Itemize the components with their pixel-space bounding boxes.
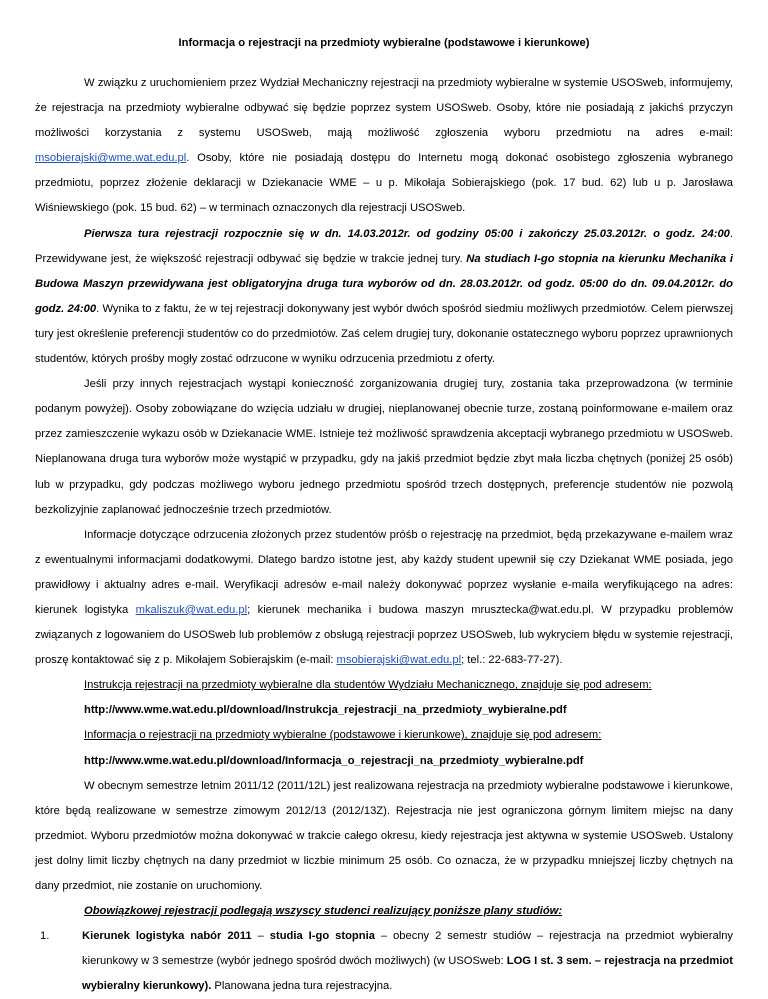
text: Kierunek logistyka nabór 2011 <box>82 930 252 943</box>
text: . Wynika to z faktu, że w tej rejestracji dokonywany jest wybór dwóch spośród siedmiu możliwych przedmiotów. Celem pierwszej tury jest określenie preferencji studentów co do przedmiotów. Zaś celem drugiej tury, dokonanie ostatecznego wyboru poprzez uprawnionych studentów, których prośby mogły zostać odrzucone w wyniku odrzucenia przedmiotu z oferty. <box>35 302 733 366</box>
text: ; kierunek mechanika i budowa maszyn mrusztecka@wat.edu.pl. W przypadku problemów związanych z logowaniem do USOSweb lub problemów z obsługą rejestracji poprzez USOSweb, lub wykryciem błędu w systemie rejestracji, proszę kontaktować się z p. Mikołajem Sobierajskim (e-mail: <box>35 603 733 667</box>
reference-instruction <box>84 673 733 723</box>
list-body <box>82 924 733 999</box>
text: ; tel.: 22-683-77-27). <box>461 654 563 667</box>
reference-information <box>84 723 733 773</box>
list-number: 1. <box>40 930 50 943</box>
text: . Przewidywane jest, że większość rejestracji odbywać się będzie w trakcie jednej tury. <box>35 227 733 265</box>
text: W związku z uruchomieniem przez Wydział Mechaniczny rejestracji na przedmioty wybieralne w systemie USOSweb, informujemy, że rejestracja na przedmioty wybieralne odbywać się będzie poprzez system USOSweb. Osoby, które nie posiadają z jakichś przyczyn możliwości korzystania z systemu USOSweb, mają możliwość zgłoszenia wyboru przedmiotu na adres e-mail: <box>35 77 733 140</box>
paragraph-usosweb-intro <box>35 71 733 222</box>
text: . Osoby, które nie posiadają dostępu do Internetu mogą dokonać osobistego zgłoszenia wybranego przedmiotu, poprzez złożenie deklaracji w Dziekanacie WME – u p. Mikołaja Sobierajskiego (pok. 17 bud. 62) lub u p. Jarosława Wiśniewskiego (pok. 15 bud. 62) – w terminach oznaczonych dla rejestracji USOSweb. <box>35 152 733 215</box>
text: – obecny 2 semestr studiów – rejestracja na przedmiot wybieralny kierunkowy w 3 semestrze (wybór jednego spośród dwóch możliwych) (w USOSweb: <box>82 930 734 968</box>
text: Informacje dotyczące odrzucenia złożonych przez studentów próśb o rejestrację na przedmiot, będą przekazywane e-mailem wraz z ewentualnymi informacjami dodatkowymi. Dlatego bardzo istotne jest, aby każdy student upewnił się czy Dziekanat WME posiada, jego prawidłowy i aktualny adres e-mail. Weryfikacji adresów e-mail należy dokonywać poprzez wysłanie e-maila weryfikującego na adres: kierunek logistyka <box>35 528 733 616</box>
paragraph-semester-info: W obecnym semestrze letnim 2011/12 (2011/12L) jest realizowana rejestracja na przedmioty wybieralne podstawowe i kierunkowe, które będą realizowane w semestrze zimowym 2012/13 (2012/13Z). Rejestracja nie jest ograniczona górnym limitem miejsc na dany przedmiot. Wyboru przedmiotów można dokonywać w trakcie całego okresu, kiedy rejestracja jest aktywna w systemie USOSweb. Ustalony jest dolny limit liczby chętnych na dany przedmiot w liczbie minimum 25 osób. Co oznacza, że w przypadku mniejszej liczby chętnych na dany przedmiot, nie zostanie on uruchomiony. <box>35 779 733 892</box>
reference-label: Informacja o rejestracji na przedmioty wybieralne (podstawowe i kierunkowe), znajduje się pod adresem: <box>84 729 602 742</box>
text: studia I-go stopnia <box>269 930 375 943</box>
email-link-mkaliszuk[interactable]: mkaliszuk@wat.edu.pl <box>135 603 248 616</box>
document-title: Informacja o rejestracji na przedmioty wybieralne (podstawowe i kierunkowe) <box>178 37 590 49</box>
reference-url[interactable]: http://www.wme.wat.edu.pl/download/Instrukcja_rejestracji_na_przedmioty_wybieralne.pdf <box>84 704 567 717</box>
paragraph-registration-rounds <box>35 222 733 373</box>
text: Planowana jedna tura rejestracyjna. <box>211 980 393 993</box>
paragraph-email-verification <box>35 523 733 674</box>
first-round-dates: Pierwsza tura rejestracji rozpocznie się w dn. 14.03.2012r. od godziny 05:00 i zakończy 25.03.2012r. o godz. 24:00 <box>84 227 730 240</box>
second-round-dates: Na studiach I-go stopnia na kierunku Mechanika i Budowa Maszyn przewidywana jest obligatoryjna druga tura wyborów od dn. 28.03.2012r. od godz. 05:00 do dn. 09.04.2012r. do godz. 24:00 <box>35 252 733 315</box>
email-link-msobierajski-wme[interactable]: msobierajski@wme.wat.edu.pl <box>35 152 187 165</box>
obligatory-heading-wrap <box>84 899 733 924</box>
obligatory-heading: Obowiązkowej rejestracji podlegają wszyscy studenci realizujący poniższe plany studiów: <box>84 905 563 918</box>
paragraph-second-round-info: Jeśli przy innych rejestracjach wystąpi konieczność zorganizowania drugiej tury, zostania taka przeprowadzona (w terminie podanym powyżej). Osoby zobowiązane do wzięcia udziału w drugiej, nieplanowanej obecnie turze, zostaną poinformowane e-mailem oraz przez zamieszczenie wykazu osób w Dziekanacie WME. Istnieje też możliwość sprawdzenia akceptacji wybranego przedmiotu w USOSweb. Nieplanowana druga tura wyborów może wystąpić w przypadku, gdy na jakiś przedmiot będzie zbyt mała liczba chętnych (poniżej 25 osób) lub w przypadku, gdy podczas możliwego wyboru jednego przedmiotu spośród trzech dostępnych, preferencje studentów nie pozwolą bezkolizyjnie zaplanować jednocześnie trzech przedmiotów. <box>35 378 733 516</box>
list-item <box>35 924 733 999</box>
text: LOG I st. 3 sem. – rejestracja na przedmiot wybieralny kierunkowy). <box>82 955 733 993</box>
reference-url[interactable]: http://www.wme.wat.edu.pl/download/Informacja_o_rejestracji_na_przedmioty_wybieralne.pdf <box>84 754 584 767</box>
text: – <box>251 930 270 943</box>
reference-label: Instrukcja rejestracji na przedmioty wybieralne dla studentów Wydziału Mechanicznego, znajduje się pod adresem: <box>84 679 652 692</box>
email-link-msobierajski[interactable]: msobierajski@wat.edu.pl <box>336 654 462 667</box>
